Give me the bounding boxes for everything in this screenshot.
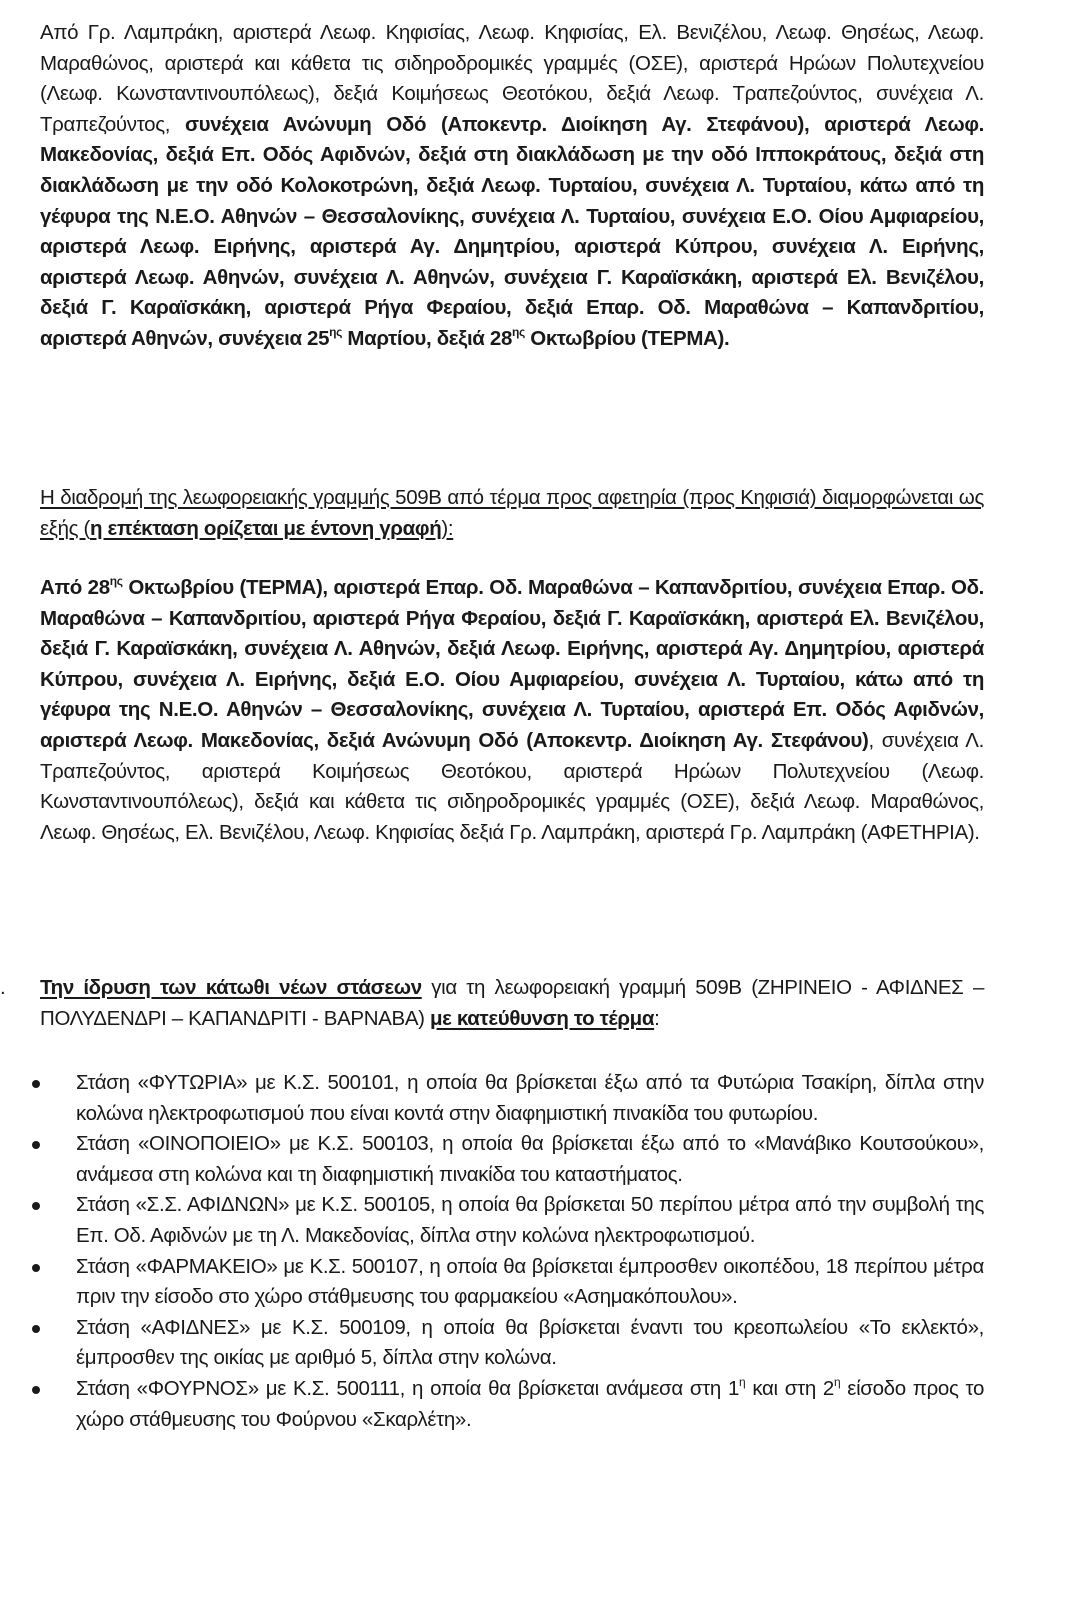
stop-description — [76, 1374, 984, 1435]
return-extension-2: Οκτωβρίου (ΤΕΡΜΑ), αριστερά Επαρ. Οδ. Μαραθώνα – Καπανδριτίου, συνέχεια Επαρ. Οδ. Μαραθώνα – Καπανδριτίου, αριστερά Ρήγα Φεραίου, δεξιά Γ. Καραϊσκάκη, αριστερά Ελ. Βενιζέλου, δεξιά Γ. Καραϊσκάκη, συνέχεια Λ. Αθηνών, δεξιά Λεωφ. Ειρήνης, αριστερά Αγ. Δημητρίου, αριστερά Κύπρου, συνέχεια Λ. Ειρήνης, δεξιά Ε.Ο. Οίου Αμφιαρείου, συνέχεια Λ. Τυρταίου, κάτω από τη γέφυρα της Ν.Ε.Ο. Αθηνών – Θεσσαλονίκης, συνέχεια Λ. Τυρταίου, αριστερά Επ. Οδός Αφιδνών, αριστερά Λεωφ. Μακεδονίας, δεξιά Ανώνυμη Οδό (Αποκεντρ. Διοίκηση Αγ. Στεφάνου) — [40, 576, 984, 752]
new-stops-line: για τη λεωφορειακή γραμμή 509Β (ΖΗΡΙΝΕΙΟ - ΑΦΙΔΝΕΣ – ΠΟΛΥΔΕΝΔΡΙ – ΚΑΠΑΝΔΡΙΤΙ - ΒΑΡΝΑΒΑ) — [40, 976, 984, 1030]
ordinal-suffix: ης — [329, 324, 343, 339]
direction-label: με κατεύθυνση το τέρμα — [429, 1006, 655, 1030]
route-text-extension-1: συνέχεια Ανώνυμη Οδό (Αποκεντρ. Διοίκηση Αγ. Στεφάνου), αριστερά Λεωφ. Μακεδονίας, δεξιά Επ. Οδός Αφιδνών, δεξιά στη διακλάδωση με την οδό Ιπποκράτους, δεξιά στη διακλάδωση με την οδό Κολοκοτρώνη, δεξιά Λεωφ. Τυρταίου, συνέχεια Λ. Τυρταίου, κάτω από τη γέφυρα της Ν.Ε.Ο. Αθηνών – Θεσσαλονίκης, συνέχεια Λ. Τυρταίου, συνέχεια Ε.Ο. Οίου Αμφιαρείου, αριστερά Λεωφ. Ειρήνης, αριστερά Αγ. Δημητρίου, αριστερά Κύπρου, συνέχεια Λ. Ειρήνης, αριστερά Λεωφ. Αθηνών, συνέχεια Λ. Αθηνών, συνέχεια Γ. Καραϊσκάκη, αριστερά Ελ. Βενιζέλου, δεξιά Γ. Καραϊσκάκη, αριστερά Ρήγα Φεραίου, δεξιά Επαρ. Οδ. Μαραθώνα – Καπανδριτίου, αριστερά Αθηνών, συνέχεια 25 — [40, 112, 984, 350]
list-item — [0, 1129, 1080, 1190]
stop-text-part: είσοδο προς το χώρο στάθμευσης του Φούρνου «Σκαρλέτη». — [76, 1376, 985, 1431]
return-extension-1: Από 28 — [40, 576, 110, 599]
list-numeral: . — [0, 976, 6, 999]
ordinal-suffix: η — [739, 1374, 746, 1389]
heading-end: ): — [441, 516, 454, 540]
ordinal-suffix: ης — [109, 574, 123, 588]
route-text-extension-2: Μαρτίου, δεξιά 28 — [342, 326, 512, 350]
new-stops-intro — [40, 973, 984, 1034]
return-text-normal: , συνέχεια Λ. Τραπεζούντος, αριστερά Κοιμήσεως Θεοτόκου, αριστερά Ηρώων Πολυτεχνείου (Λεωφ. Κωνσταντινουπόλεως), δεξιά και κάθετα τις σιδηροδρομικές γραμμές (ΟΣΕ), δεξιά Λεωφ. Μαραθώνος, Λεωφ. Θησέως, Ελ. Βενιζέλου, Λεωφ. Κηφισίας δεξιά Γρ. Λαμπράκη, αριστερά Γρ. Λαμπράκη (ΑΦΕΤΗΡΙΑ). — [40, 728, 984, 844]
stop-description: Στάση «ΟΙΝΟΠΟΙΕΙΟ» με Κ.Σ. 500103, η οποία θα βρίσκεται έξω από το «Μανάβικο Κουτσούκου», ανάμεσα στη κολώνα και τη διαφημιστική πινακίδα του καταστήματος. — [76, 1132, 984, 1186]
route-to-start-paragraph — [40, 573, 984, 848]
stop-description: Στάση «ΦΑΡΜΑΚΕΙΟ» με Κ.Σ. 500107, η οποία θα βρίσκεται έμπροσθεν οικοπέδου, 18 περίπου μέτρα πριν την είσοδο στο χώρο στάθμευσης του φαρμακείου «Ασημακόπουλου». — [76, 1254, 984, 1309]
new-stops-lead: Την ίδρυση των κάτωθι νέων στάσεων — [40, 976, 422, 999]
stop-description: Στάση «ΑΦΙΔΝΕΣ» με Κ.Σ. 500109, η οποία θα βρίσκεται έναντι του κρεοπωλείου «Το εκλεκτό», έμπροσθεν της οικίας με αριθμό 5, δίπλα στην κολώνα. — [76, 1315, 984, 1370]
stop-description: Στάση «ΦΥΤΩΡΙΑ» με Κ.Σ. 500101, η οποία θα βρίσκεται έξω από τα Φυτώρια Τσακίρη, δίπλα στην κολώνα ηλεκτροφωτισμού που είναι κοντά στην διαφημιστική πινακίδα του φυτωρίου. — [76, 1071, 984, 1125]
bullet-icon — [32, 1080, 40, 1088]
heading-bold-note: η επέκταση ορίζεται με έντονη γραφή — [90, 516, 442, 540]
colon: : — [654, 1006, 660, 1030]
list-item — [0, 1068, 1080, 1129]
list-item — [0, 1252, 1080, 1313]
route-to-terminal-paragraph — [40, 18, 984, 355]
route-text-normal: Από Γρ. Λαμπράκη, αριστερά Λεωφ. Κηφισίας, Λεωφ. Κηφισίας, Ελ. Βενιζέλου, Λεωφ. Θησέως, Λεωφ. Μαραθώνος, αριστερά και κάθετα τις σιδηροδρομικές γραμμές (ΟΣΕ), αριστερά Ηρώων Πολυτεχνείου (Λεωφ. Κωνσταντινουπόλεως), δεξιά Κοιμήσεως Θεοτόκου, δεξιά Λεωφ. Τραπεζούντος, συνέχεια Λ. Τραπεζούντος, — [40, 21, 984, 136]
route-text-extension — [40, 113, 984, 350]
return-extension — [40, 576, 984, 752]
bullet-icon — [32, 1264, 40, 1272]
stop-text-part: και στη 2 — [745, 1376, 834, 1400]
route-text-extension-3: Οκτωβρίου (ΤΕΡΜΑ). — [524, 326, 730, 350]
ordinal-suffix: ης — [512, 324, 525, 339]
return-route-heading — [40, 483, 984, 544]
stops-list — [0, 1068, 1080, 1435]
list-item — [0, 1190, 1080, 1251]
bullet-icon — [32, 1386, 40, 1394]
stop-text-part: Στάση «ΦΟΥΡΝΟΣ» με Κ.Σ. 500111, η οποία θα βρίσκεται ανάμεσα στη 1 — [76, 1376, 740, 1400]
stop-description: Στάση «Σ.Σ. ΑΦΙΔΝΩΝ» με Κ.Σ. 500105, η οποία θα βρίσκεται 50 περίπου μέτρα από την συμβολή της Επ. Οδ. Αφιδνών με τη Λ. Μακεδονίας, δίπλα στην κολώνα ηλεκτροφωτισμού. — [76, 1193, 984, 1247]
ordinal-suffix: η — [833, 1374, 841, 1389]
bullet-icon — [32, 1141, 40, 1149]
heading-text: Η διαδρομή της λεωφορειακής γραμμής 509Β από τέρμα προς αφετηρία (προς Κηφισιά) διαμορφώνεται ως εξής ( — [40, 486, 984, 540]
list-item — [0, 1374, 1080, 1435]
bullet-icon — [32, 1202, 40, 1210]
bullet-icon — [32, 1325, 40, 1333]
list-item — [0, 1313, 1080, 1374]
